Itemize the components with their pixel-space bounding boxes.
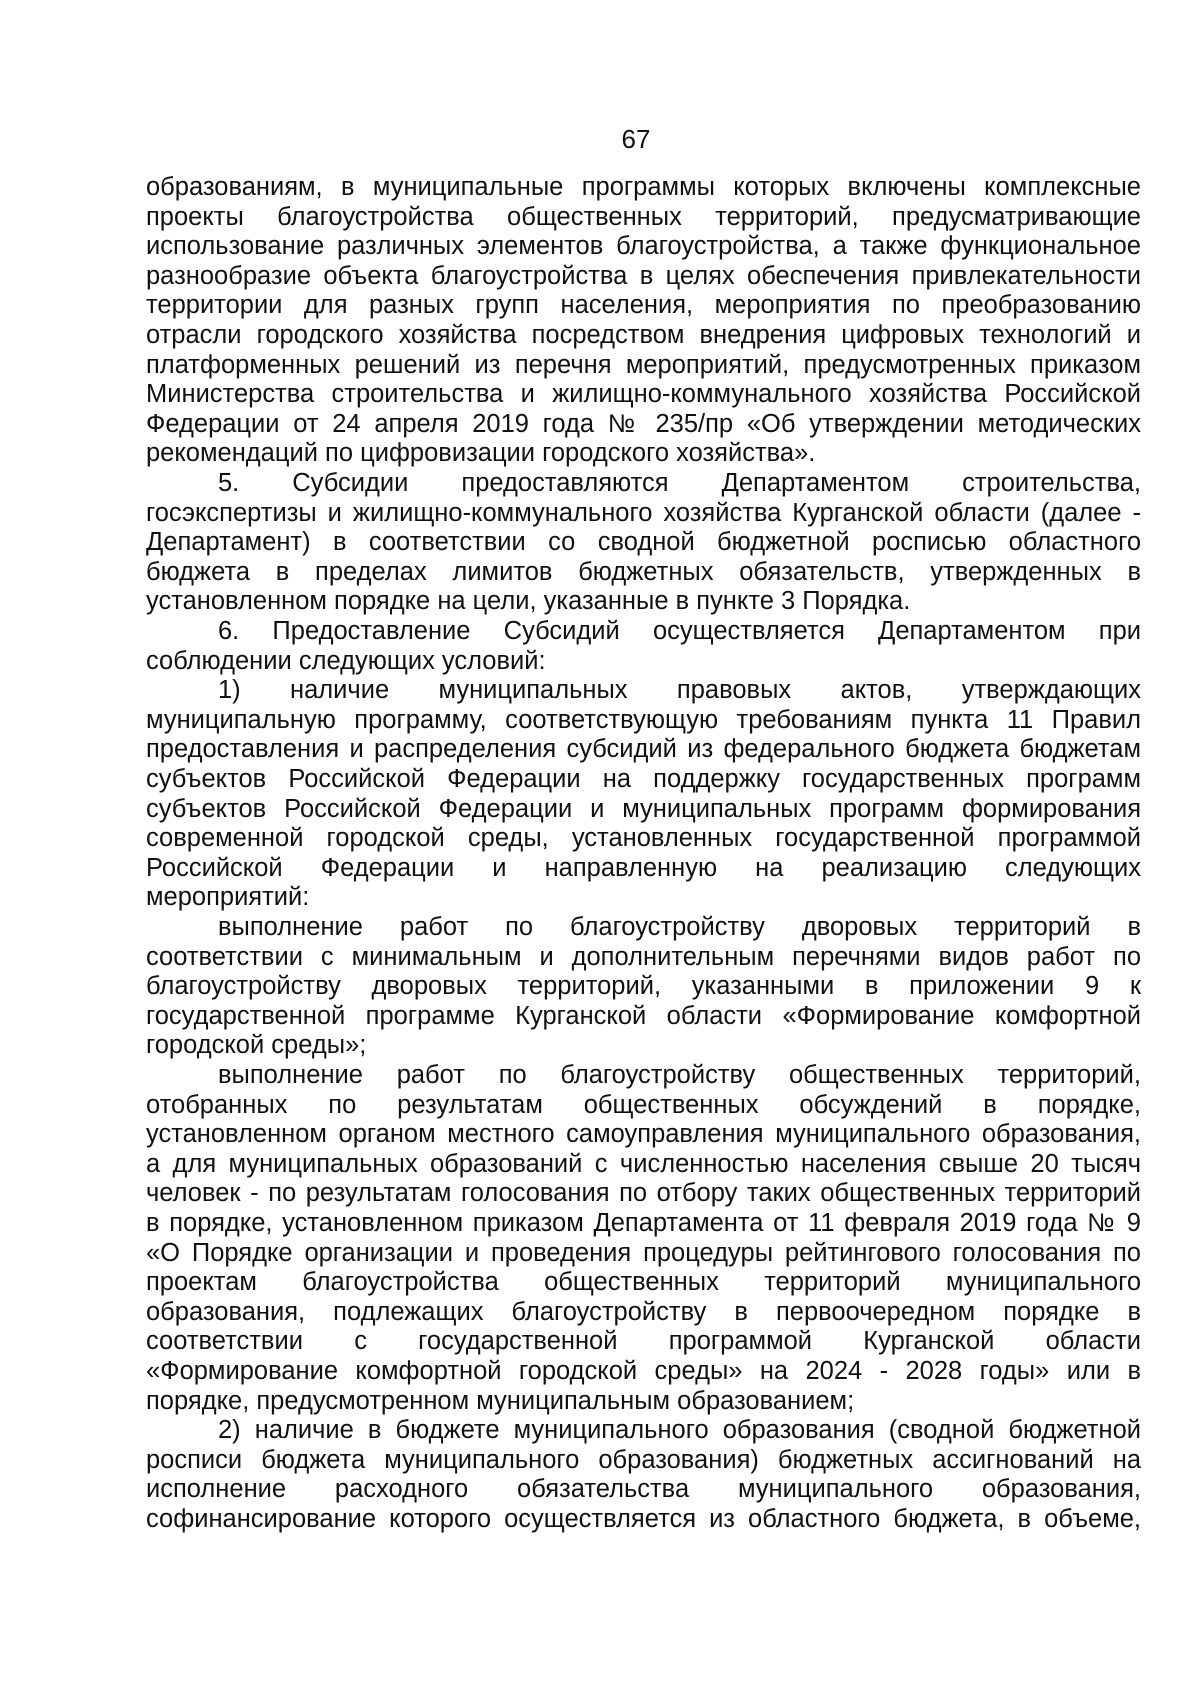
text-line: бюджета в пределах лимитов бюджетных обязательств, утвержденных в: [146, 557, 1141, 586]
text-line: соответствии с государственной программой Курганской области: [146, 1327, 1141, 1356]
text-line: использование различных элементов благоустройства, а также функциональное: [146, 232, 1141, 261]
text-line: рекомендаций по цифровизации городского хозяйства».: [146, 439, 816, 468]
text-line: 5. Субсидии предоставляются Департаментом строительства,: [218, 469, 1141, 497]
text-line: «Формирование комфортной городской среды» на 2024 - 2028 годы» или в: [146, 1357, 1141, 1385]
text-line: госэкспертизы и жилищно-коммунального хозяйства Курганской области (далее -: [146, 498, 1141, 527]
text-line: современной городской среды, установленных государственной программой: [146, 824, 1141, 853]
text-line: установленном органом местного самоуправления муниципального образования,: [146, 1120, 1141, 1149]
text-line: предоставления и распределения субсидий из федерального бюджета бюджетам: [146, 735, 1141, 764]
text-line: Российской Федерации и направленную на реализацию следующих: [146, 853, 1141, 882]
text-line: разнообразие объекта благоустройства в целях обеспечения привлекательности: [146, 261, 1141, 290]
text-line: городской среды»;: [146, 1031, 367, 1060]
text-line: государственной программе Курганской области «Формирование комфортной: [146, 1001, 1141, 1030]
text-line: Федерации от 24 апреля 2019 года № 235/пр «Об утверждении методических: [146, 409, 1141, 438]
text-line: отобранных по результатам общественных обсуждений в порядке,: [146, 1090, 1141, 1119]
text-line: «О Порядке организации и проведения процедуры рейтингового голосования по: [146, 1238, 1141, 1267]
text-line: выполнение работ по благоустройству дворовых территорий в: [218, 913, 1141, 941]
text-line: соблюдении следующих условий:: [146, 646, 546, 675]
text-line: софинансирование которого осуществляется из областного бюджета, в объеме,: [146, 1505, 1141, 1533]
text-line: исполнение расходного обязательства муниципального образования,: [146, 1475, 1141, 1504]
text-line: образования, подлежащих благоустройству в первоочередном порядке в: [146, 1297, 1141, 1326]
text-line: субъектов Российской Федерации на поддержку государственных программ: [146, 765, 1141, 793]
text-line: отрасли городского хозяйства посредством внедрения цифровых технологий и: [146, 321, 1141, 349]
text-line: порядке, предусмотренном муниципальным образованием;: [146, 1386, 855, 1415]
text-line: 2) наличие в бюджете муниципального образования (сводной бюджетной: [218, 1416, 1141, 1445]
text-line: субъектов Российской Федерации и муниципальных программ формирования: [146, 794, 1141, 823]
text-line: 6. Предоставление Субсидий осуществляется Департаментом при: [218, 617, 1141, 645]
text-line: соответствии с минимальным и дополнительным перечнями видов работ по: [146, 942, 1141, 971]
text-line: муниципальную программу, соответствующую требованиям пункта 11 Правил: [146, 705, 1141, 734]
text-line: человек - по результатам голосования по отбору таких общественных территорий: [146, 1179, 1141, 1208]
text-line: в порядке, установленном приказом Департамента от 11 февраля 2019 года № 9: [146, 1209, 1141, 1237]
text-line: Министерства строительства и жилищно-коммунального хозяйства Российской: [146, 380, 1141, 409]
text-line: образованиям, в муниципальные программы которых включены комплексные: [146, 173, 1141, 201]
text-line: установленном порядке на цели, указанные в пункте 3 Порядка.: [146, 587, 911, 616]
text-line: проектам благоустройства общественных территорий муниципального: [146, 1268, 1141, 1297]
text-line: территории для разных групп населения, мероприятия по преобразованию: [146, 291, 1141, 320]
text-line: мероприятий:: [146, 883, 310, 912]
text-line: благоустройству дворовых территорий, указанными в приложении 9 к: [146, 972, 1141, 1001]
text-line: росписи бюджета муниципального образования) бюджетных ассигнований на: [146, 1445, 1141, 1474]
page-number: 67: [621, 124, 651, 154]
text-line: Департамент) в соответствии со сводной бюджетной росписью областного: [146, 528, 1141, 557]
text-line: 1) наличие муниципальных правовых актов, утверждающих: [218, 676, 1141, 705]
text-line: платформенных решений из перечня мероприятий, предусмотренных приказом: [146, 350, 1141, 379]
text-line: проекты благоустройства общественных территорий, предусматривающие: [146, 202, 1141, 231]
text-line: а для муниципальных образований с численностью населения свыше 20 тысяч: [146, 1149, 1141, 1178]
text-line: выполнение работ по благоустройству общественных территорий,: [218, 1061, 1141, 1089]
